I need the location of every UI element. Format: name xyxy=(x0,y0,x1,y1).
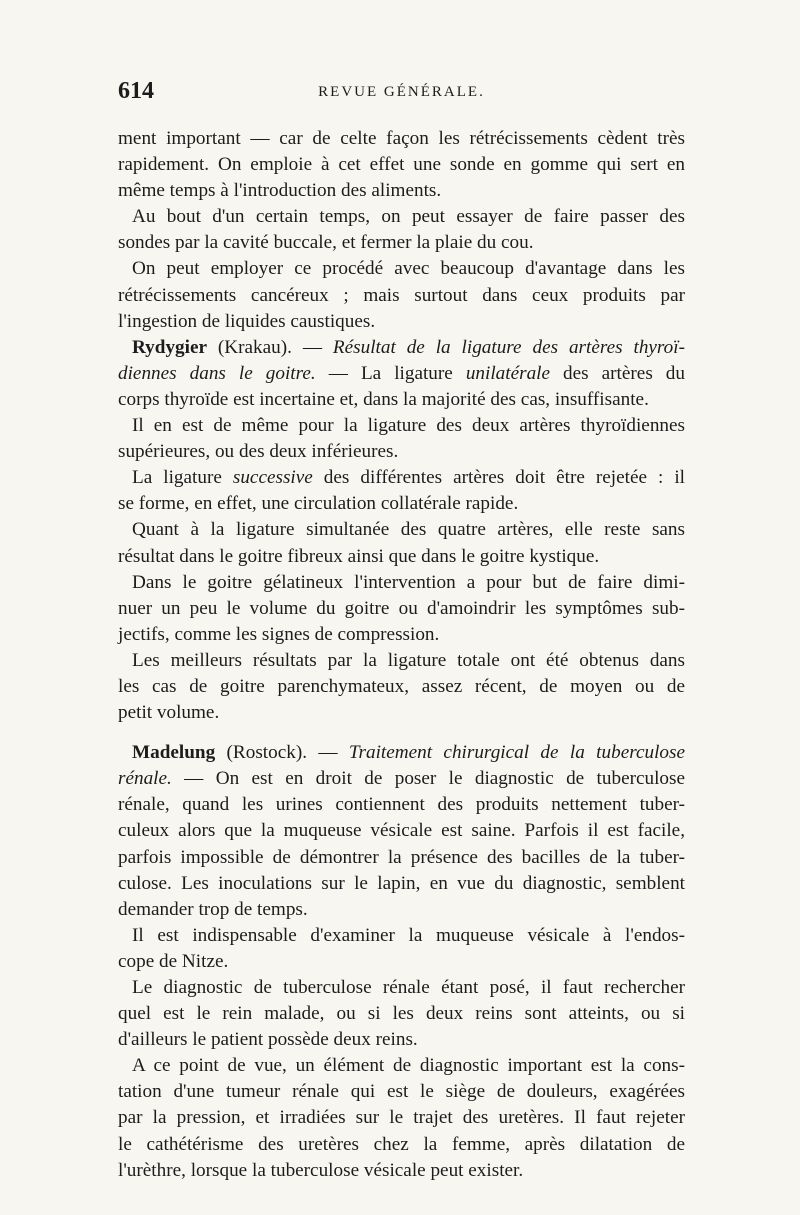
text-line: rétrécissements cancéreux ; mais surtout dans ceux produits par xyxy=(118,284,685,306)
page-header xyxy=(118,78,685,114)
text-line: corps thyroïde est incertaine et, dans la majorité des cas, insuffisante. xyxy=(118,388,649,410)
text-line: d'ailleurs le patient possède deux reins. xyxy=(118,1029,418,1051)
text-line: rénale, quand les urines contiennent des produits nettement tuber- xyxy=(118,794,685,816)
text-line: jectifs, comme les signes de compression. xyxy=(118,623,440,645)
text-line: On peut employer ce procédé avec beaucoup d'avantage dans les xyxy=(132,258,685,280)
text-line: Rydygier (Krakau). — Résultat de la ligature des artères thyroï- xyxy=(132,336,685,358)
text-line: Dans le goitre gélatineux l'intervention a pour but de faire dimi- xyxy=(132,571,685,593)
author-name: Madelung xyxy=(132,742,216,764)
page-number: 614 xyxy=(118,78,154,104)
text-line: les cas de goitre parenchymateux, assez récent, de moyen ou de xyxy=(118,675,685,697)
body-text xyxy=(118,126,685,1184)
text-line: par la pression, et irradiées sur le trajet des uretères. Il faut rejeter xyxy=(118,1107,685,1129)
text-line: résultat dans le goitre fibreux ainsi que dans le goitre kystique. xyxy=(118,545,600,567)
text-line: Madelung (Rostock). — Traitement chirurgical de la tuberculose xyxy=(132,742,685,764)
text-line: culeux alors que la muqueuse vésicale est saine. Parfois il est facile, xyxy=(118,820,685,842)
text-line: Il en est de même pour la ligature des deux artères thyroïdiennes xyxy=(132,415,685,437)
text-line: quel est le rein malade, ou si les deux reins sont atteints, ou si xyxy=(118,1003,685,1025)
text-line: demander trop de temps. xyxy=(118,898,308,920)
text-line: Au bout d'un certain temps, on peut essayer de faire passer des xyxy=(132,206,685,228)
text-line: culose. Les inoculations sur le lapin, en vue du diagnostic, semblent xyxy=(118,872,685,894)
text-line: tation d'une tumeur rénale qui est le siège de douleurs, exagérées xyxy=(118,1081,685,1103)
text-line: même temps à l'introduction des aliments. xyxy=(118,180,442,202)
text-line: l'ingestion de liquides caustiques. xyxy=(118,310,376,332)
text-line: cope de Nitze. xyxy=(118,950,229,972)
text-line: supérieures, ou des deux inférieures. xyxy=(118,441,399,463)
text-line: diennes dans le goitre. — La ligature unilatérale des artères du xyxy=(118,362,685,384)
text-line: ment important — car de celte façon les rétrécissements cèdent très xyxy=(118,128,685,149)
running-title: REVUE GÉNÉRALE. xyxy=(318,84,485,100)
text-line: l'urèthre, lorsque la tuberculose vésicale peut exister. xyxy=(118,1159,524,1181)
text-line: Il est indispensable d'examiner la muqueuse vésicale à l'endos- xyxy=(132,924,685,946)
text-line: rapidement. On emploie à cet effet une sonde en gomme qui sert en xyxy=(118,154,685,176)
text-line: Quant à la ligature simultanée des quatre artères, elle reste sans xyxy=(132,519,685,541)
text-line: Le diagnostic de tuberculose rénale étant posé, il faut rechercher xyxy=(132,977,685,998)
author-name: Rydygier xyxy=(132,336,207,358)
text-line: nuer un peu le volume du goitre ou d'amoindrir les symptômes sub- xyxy=(118,597,685,619)
text-line: petit volume. xyxy=(118,702,220,724)
text-line: sondes par la cavité buccale, et fermer la plaie du cou. xyxy=(118,232,534,254)
section-gap xyxy=(118,726,685,740)
text-line: parfois impossible de démontrer la présence des bacilles de la tuber- xyxy=(118,846,685,868)
text-line: rénale. — On est en droit de poser le diagnostic de tuberculose xyxy=(118,768,685,790)
text-line: La ligature successive des différentes artères doit être rejetée : il xyxy=(132,467,685,489)
text-line: le cathétérisme des uretères chez la femme, après dilatation de xyxy=(118,1133,685,1155)
text-line: Les meilleurs résultats par la ligature totale ont été obtenus dans xyxy=(132,649,685,671)
text-line: se forme, en effet, une circulation collatérale rapide. xyxy=(118,493,519,515)
text-line: A ce point de vue, un élément de diagnostic important est la cons- xyxy=(132,1055,685,1077)
